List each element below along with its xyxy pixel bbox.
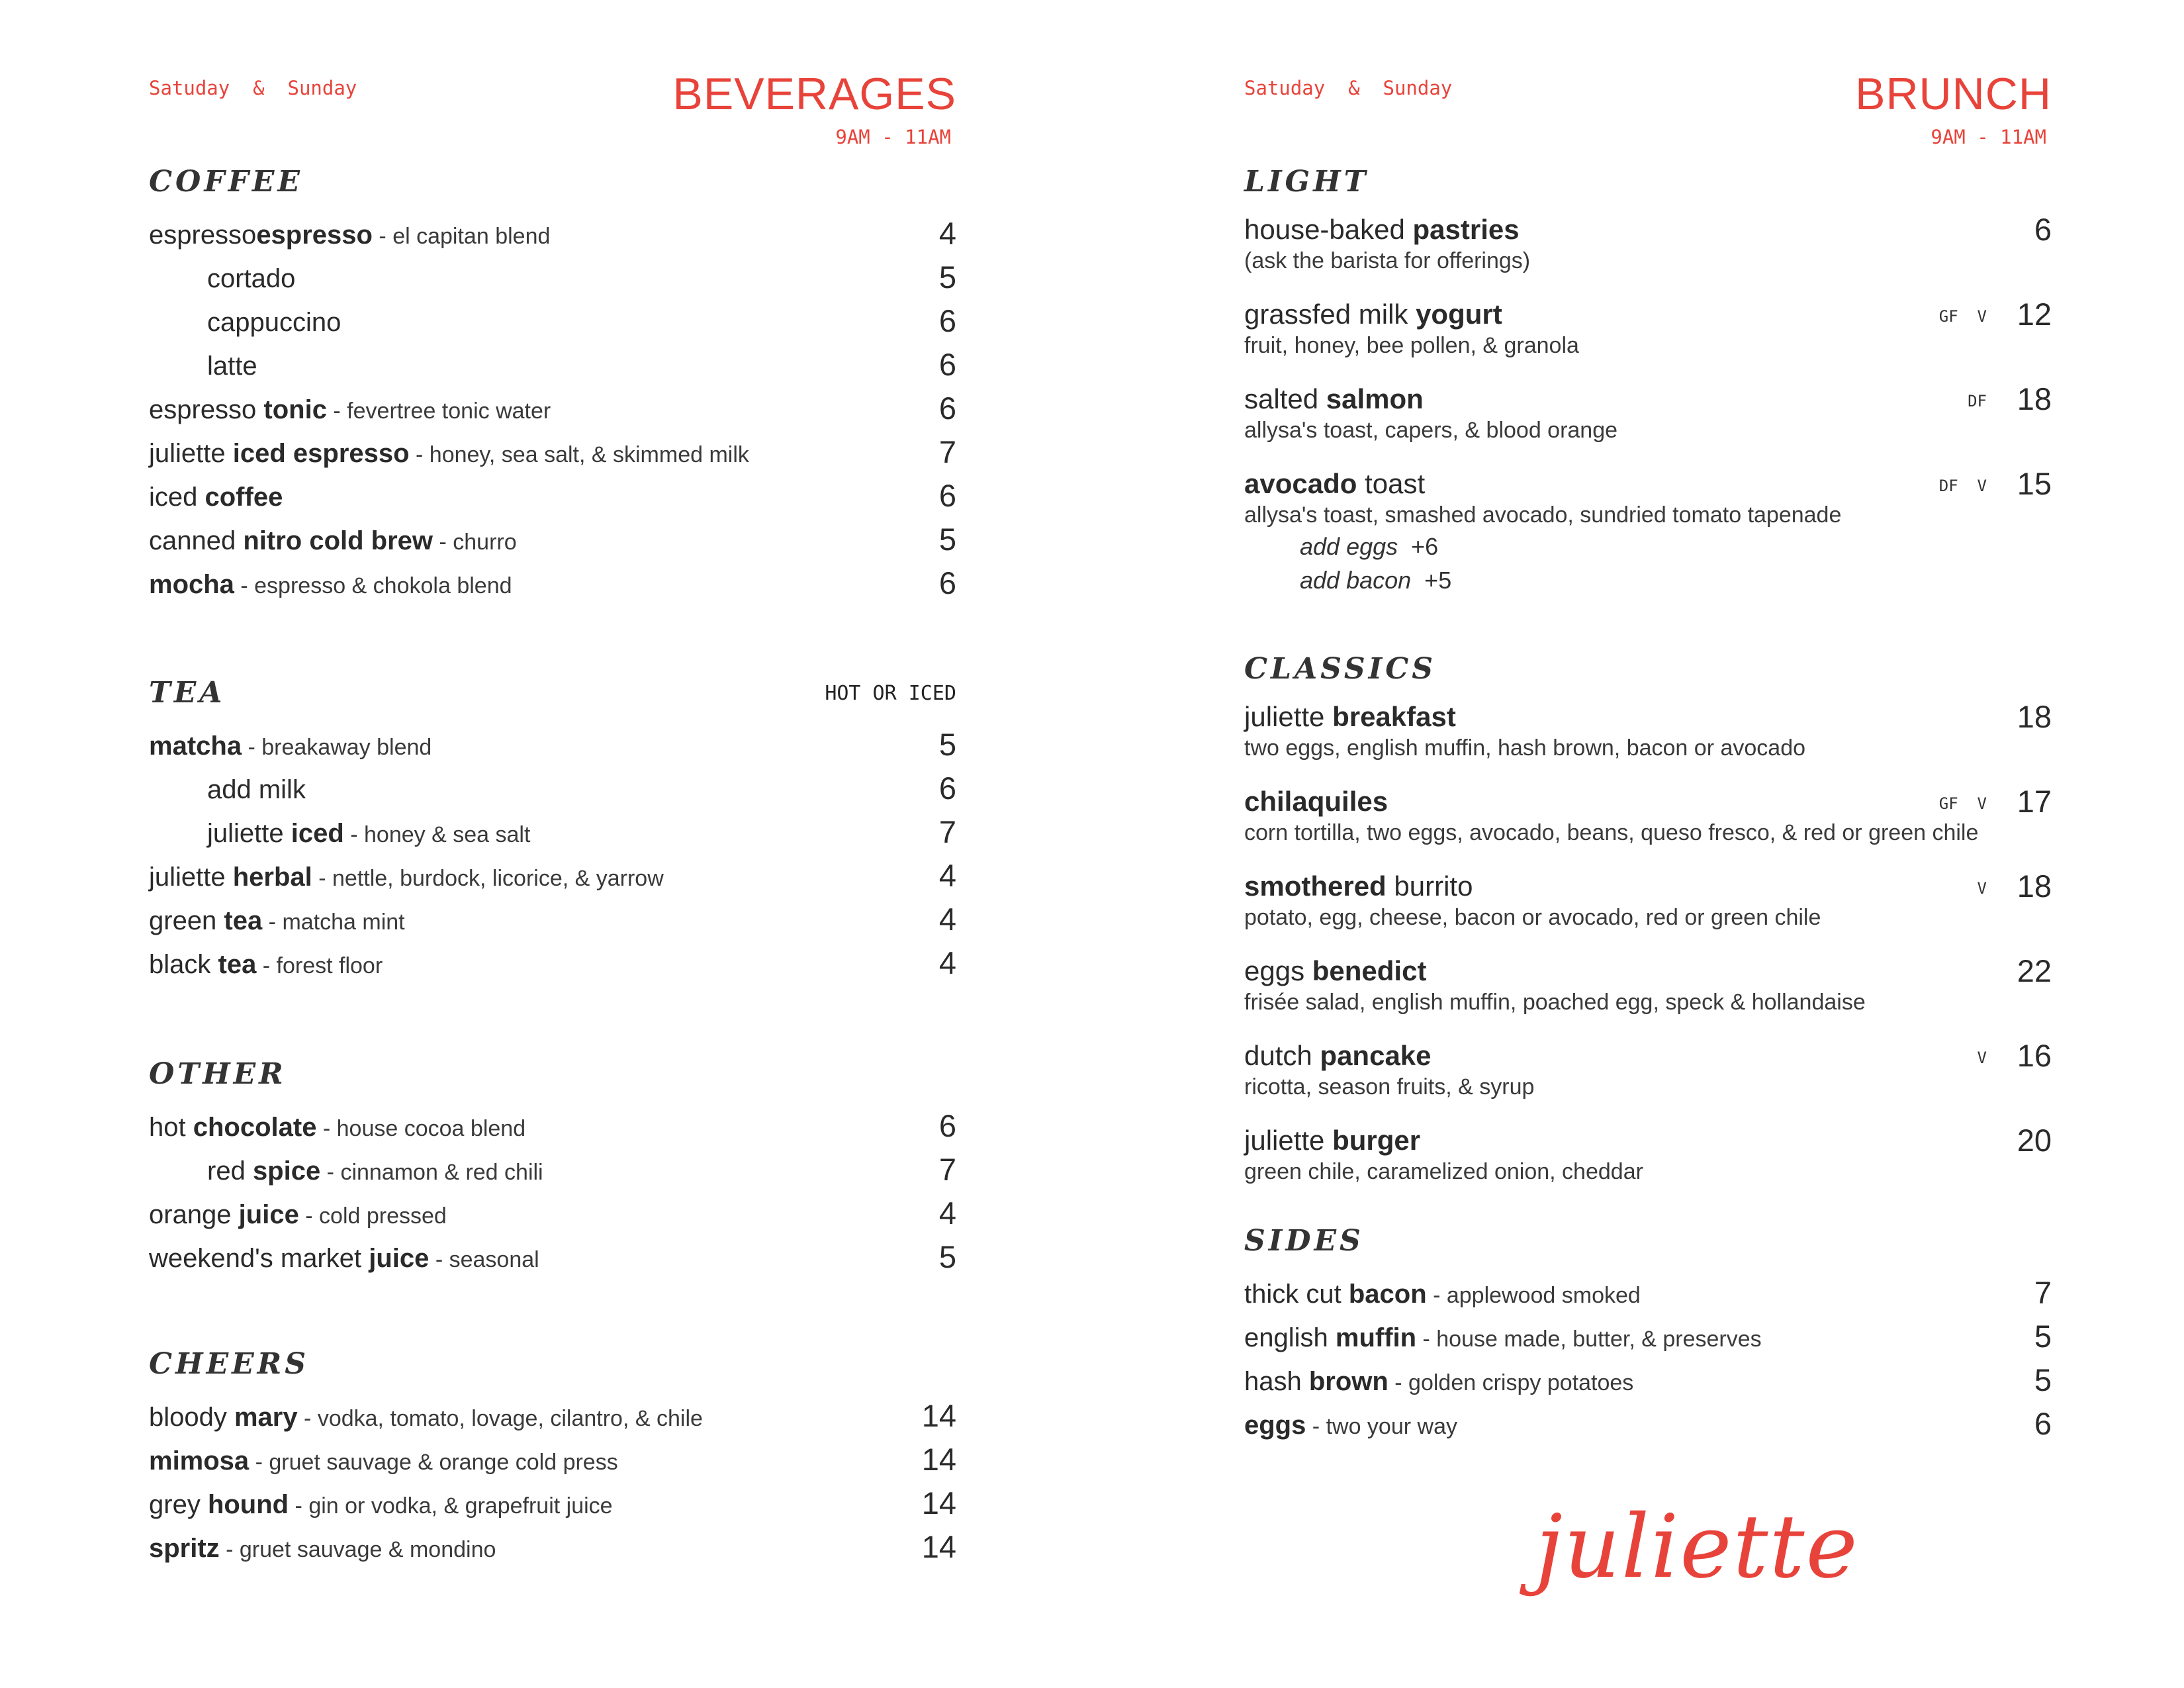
item-name-bold: hound	[207, 1490, 289, 1519]
item-name-bold: pancake	[1320, 1040, 1432, 1071]
item-name-plain: thick cut	[1244, 1280, 1349, 1309]
other-list	[149, 1105, 956, 1280]
item-name	[149, 863, 664, 892]
item-name-bold: spice	[252, 1156, 321, 1186]
item-description: - honey, sea salt, & skimmed milk	[409, 442, 749, 467]
item-description: - gin or vodka, & grapefruit juice	[289, 1493, 613, 1519]
item-name-bold: tea	[224, 906, 263, 935]
item-price: 20	[2017, 1123, 2052, 1158]
item-name	[149, 395, 551, 425]
item-name-bold: avocado	[1244, 468, 1357, 499]
item-price: 16	[2017, 1038, 2052, 1073]
light-list	[1244, 213, 2052, 597]
item-description: green chile, caramelized onion, cheddar	[1244, 1159, 1643, 1184]
menu-item	[149, 812, 956, 855]
item-name	[1244, 1124, 2052, 1157]
menu-item	[149, 943, 956, 986]
item-description: - matcha mint	[262, 910, 405, 935]
item-name-bold: juice	[369, 1244, 430, 1273]
item-name-plain: green	[149, 906, 224, 935]
item-name-bold: tea	[218, 950, 257, 979]
item-description: - el capitan blend	[372, 224, 551, 249]
item-name-bold: salmon	[1326, 383, 1424, 414]
item-price: 5	[938, 727, 956, 762]
menu-item	[149, 1105, 956, 1149]
item-description: - golden crispy potatoes	[1388, 1370, 1634, 1395]
item-price: 4	[938, 858, 956, 893]
item-name-bold: breakfast	[1332, 701, 1456, 732]
dietary-tags: GF V	[1938, 307, 1987, 326]
item-name	[149, 1244, 539, 1274]
item-name	[149, 220, 550, 250]
item-description: fruit, honey, bee pollen, & granola	[1244, 333, 1579, 358]
item-name	[1244, 1367, 1633, 1397]
tea-note: HOT OR ICED	[825, 682, 956, 705]
item-price: 6	[938, 303, 956, 338]
menu-item	[1244, 870, 2052, 932]
item-name-plain: salted	[1244, 383, 1326, 414]
item-name-plain: espresso	[149, 395, 264, 424]
item-price: 18	[2017, 868, 2052, 904]
menu-item	[149, 1439, 956, 1483]
item-name-bold: nitro cold brew	[243, 526, 433, 555]
item-name-bold: tonic	[263, 395, 327, 424]
item-name-bold: burger	[1332, 1125, 1421, 1156]
section-title: CHEERS	[149, 1347, 310, 1381]
cheers-list	[149, 1395, 956, 1570]
item-name	[149, 526, 517, 556]
item-name	[1244, 213, 2052, 246]
item-name-plain: hot	[149, 1113, 193, 1142]
item-name-bold: spritz	[149, 1534, 220, 1563]
item-name	[149, 950, 383, 980]
item-name-bold: benedict	[1312, 955, 1427, 986]
item-description: allysa's toast, capers, & blood orange	[1244, 418, 1618, 443]
item-description: - cold pressed	[298, 1203, 447, 1229]
menu-item	[1244, 1403, 2052, 1447]
item-name-plain: orange	[149, 1200, 239, 1229]
item-description: - house made, butter, & preserves	[1416, 1327, 1762, 1352]
item-price: 14	[921, 1442, 956, 1477]
beverages-title: BEVERAGES	[672, 69, 956, 119]
brunch-title: BRUNCH	[1855, 69, 2052, 119]
sides-list	[1244, 1272, 2052, 1447]
item-name-bold: pastries	[1412, 214, 1520, 245]
item-name-plain: add milk	[207, 775, 306, 804]
menu-item	[149, 257, 956, 301]
menu-item	[1244, 1272, 2052, 1316]
brunch-page	[1244, 0, 2052, 1688]
item-price: 18	[2017, 381, 2052, 416]
item-name-plain: black	[149, 950, 218, 979]
item-name	[1244, 700, 2052, 733]
item-name-plain: cortado	[207, 264, 296, 293]
item-price: 22	[2017, 953, 2052, 988]
light-section	[1244, 159, 2052, 620]
item-name-bold: coffee	[205, 483, 283, 512]
item-description: - breakaway blend	[242, 735, 432, 760]
item-name-plain: grey	[149, 1490, 208, 1519]
cheers-section	[149, 1341, 956, 1570]
item-name-bold: juice	[238, 1200, 299, 1229]
item-name-plain: bloody	[149, 1403, 234, 1432]
menu-item	[149, 768, 956, 812]
item-name-bold: chilaquiles	[1244, 786, 1388, 817]
item-name	[1244, 1323, 1762, 1353]
item-description: corn tortilla, two eggs, avocado, beans, queso fresco, & red or green chile	[1244, 820, 1979, 845]
item-description: - seasonal	[429, 1247, 539, 1272]
item-price: 5	[2034, 1319, 2052, 1354]
item-price: 12	[2017, 297, 2052, 332]
sides-section	[1244, 1218, 2052, 1447]
item-price: 6	[938, 478, 956, 513]
item-addon	[1300, 563, 2052, 597]
section-title: LIGHT	[1244, 165, 1369, 199]
item-price: 6	[938, 391, 956, 426]
menu-item	[149, 1483, 956, 1526]
menu-item	[1244, 1039, 2052, 1102]
menu-item	[1244, 955, 2052, 1017]
item-name-bold: muffin	[1335, 1323, 1417, 1352]
tea-section	[149, 670, 956, 986]
item-name	[207, 1156, 543, 1186]
item-description: ricotta, season fruits, & syrup	[1244, 1074, 1535, 1100]
item-price: 6	[938, 1108, 956, 1143]
item-name	[1244, 383, 2052, 416]
item-description: allysa's toast, smashed avocado, sundried tomato tapenade	[1244, 502, 1842, 528]
menu-item	[149, 855, 956, 899]
other-section	[149, 1051, 956, 1280]
item-description: - vodka, tomato, lovage, cilantro, & chile	[297, 1406, 703, 1431]
item-name-plain: juliette	[149, 439, 233, 468]
section-title: COFFEE	[149, 165, 303, 199]
menu-item	[149, 301, 956, 344]
item-price: 5	[938, 522, 956, 557]
coffee-section	[149, 159, 956, 606]
item-price: 14	[921, 1485, 956, 1521]
item-name	[207, 352, 257, 381]
item-name-plain: grassfed milk	[1244, 299, 1416, 330]
item-price: 4	[938, 945, 956, 980]
section-title: OTHER	[149, 1057, 287, 1091]
item-price: 6	[2034, 1406, 2052, 1441]
item-name-plain: burrito	[1386, 870, 1473, 902]
item-name	[1244, 1280, 1641, 1309]
menu-item	[1244, 1124, 2052, 1186]
item-name-plain: juliette	[207, 819, 291, 848]
item-name	[1244, 785, 2052, 818]
item-name-bold: espresso	[256, 220, 373, 250]
item-addon	[1300, 530, 2052, 563]
item-name	[149, 1446, 618, 1476]
menu-item	[1244, 213, 2052, 275]
item-price: 6	[2034, 212, 2052, 247]
addon-price: +5	[1424, 567, 1452, 594]
item-name	[149, 731, 432, 761]
item-name-plain: eggs	[1244, 955, 1312, 986]
section-title: CLASSICS	[1244, 652, 1437, 686]
menu-item	[149, 1149, 956, 1193]
item-price: 6	[938, 771, 956, 806]
item-name-bold: brown	[1308, 1367, 1388, 1396]
item-name-bold: smothered	[1244, 870, 1387, 902]
tea-list	[149, 724, 956, 986]
item-name-bold: mimosa	[149, 1446, 250, 1476]
item-description: potato, egg, cheese, bacon or avocado, red or green chile	[1244, 905, 1821, 930]
item-name	[149, 906, 405, 936]
item-name-plain: juliette	[1244, 1125, 1333, 1156]
item-price: 7	[938, 814, 956, 849]
item-name-plain: toast	[1357, 468, 1426, 499]
item-name-bold: bacon	[1348, 1280, 1427, 1309]
item-name-bold: mary	[234, 1403, 298, 1432]
item-price: 14	[921, 1529, 956, 1564]
section-title: SIDES	[1244, 1224, 1364, 1258]
item-name	[149, 439, 749, 469]
item-price: 14	[921, 1398, 956, 1433]
item-price: 4	[938, 902, 956, 937]
menu-item	[1244, 298, 2052, 360]
item-name-bold: matcha	[149, 731, 242, 761]
item-name-plain: juliette	[1244, 701, 1333, 732]
item-description: - cinnamon & red chili	[320, 1160, 543, 1185]
item-name	[149, 1113, 525, 1143]
beverages-page	[149, 0, 956, 1688]
item-name-plain: latte	[207, 352, 257, 381]
menu-item	[149, 344, 956, 388]
item-name	[149, 483, 283, 512]
item-price: 6	[938, 347, 956, 382]
item-name-bold: yogurt	[1416, 299, 1502, 330]
item-name-plain: juliette	[149, 863, 233, 892]
item-description: - fevertree tonic water	[326, 399, 551, 424]
item-price: 7	[938, 1152, 956, 1187]
item-name-bold: iced	[291, 819, 344, 848]
item-name-plain: espresso	[149, 220, 257, 250]
brunch-hours: 9AM - 11AM	[1931, 126, 2046, 148]
item-description: - two your way	[1306, 1414, 1457, 1439]
item-description: frisée salad, english muffin, poached egg, speck & hollandaise	[1244, 990, 1866, 1015]
item-name	[1244, 1411, 1457, 1440]
item-price: 5	[938, 259, 956, 295]
menu-item	[1244, 1316, 2052, 1360]
dietary-tags: V	[1977, 1049, 1987, 1067]
item-price: 6	[938, 565, 956, 600]
item-name-plain: hash	[1244, 1367, 1309, 1396]
item-price: 4	[938, 1196, 956, 1231]
item-description: - nettle, burdock, licorice, & yarrow	[312, 866, 664, 891]
item-description: - churro	[433, 530, 517, 555]
item-price: 17	[2017, 784, 2052, 819]
section-title: TEA	[149, 676, 226, 710]
item-name	[207, 775, 306, 805]
item-name	[1244, 955, 2052, 988]
item-price: 4	[938, 216, 956, 251]
dietary-tags: DF	[1968, 392, 1987, 410]
item-price: 5	[2034, 1362, 2052, 1397]
item-name-plain: english	[1244, 1323, 1336, 1352]
menu-item	[149, 1526, 956, 1570]
item-description: - forest floor	[256, 953, 383, 978]
menu-item	[149, 213, 956, 257]
item-price: 18	[2017, 699, 2052, 734]
item-name-plain: red	[207, 1156, 253, 1186]
item-price: 7	[938, 434, 956, 469]
menu-item	[149, 1193, 956, 1237]
addon-label: add eggs	[1300, 533, 1398, 560]
item-description: - house cocoa blend	[316, 1116, 526, 1141]
item-name-plain: iced	[149, 483, 205, 512]
menu-item	[149, 724, 956, 768]
addon-price: +6	[1411, 533, 1439, 560]
item-name	[149, 1534, 496, 1564]
item-description: two eggs, english muffin, hash brown, bacon or avocado	[1244, 735, 1806, 761]
dietary-tags: V	[1977, 879, 1987, 898]
item-name	[149, 1200, 447, 1230]
item-name	[207, 308, 341, 338]
menu-item	[149, 475, 956, 519]
menu-item	[149, 1237, 956, 1280]
menu-item	[149, 388, 956, 432]
item-name	[149, 1490, 613, 1520]
menu-item	[149, 519, 956, 563]
coffee-list	[149, 213, 956, 606]
dietary-tags: GF V	[1938, 794, 1987, 813]
item-name-bold: eggs	[1244, 1411, 1306, 1440]
item-description: - gruet sauvage & mondino	[219, 1537, 496, 1562]
classics-section	[1244, 646, 2052, 1209]
menu-item	[1244, 467, 2052, 597]
item-name-plain: cappuccino	[207, 308, 341, 337]
item-name-bold: chocolate	[193, 1113, 317, 1142]
item-name-plain: house-baked	[1244, 214, 1413, 245]
item-name-plain: canned	[149, 526, 244, 555]
menu-item	[149, 432, 956, 475]
dietary-tags: DF V	[1938, 477, 1987, 495]
item-name-bold: herbal	[232, 863, 312, 892]
item-price: 7	[2034, 1275, 2052, 1310]
item-name-plain: weekend's market	[149, 1244, 369, 1273]
item-name	[149, 1403, 703, 1432]
menu-item	[149, 1395, 956, 1439]
item-name	[1244, 1039, 2052, 1072]
item-name	[1244, 467, 2052, 500]
item-name	[1244, 298, 2052, 331]
menu-item	[149, 563, 956, 606]
beverages-hours: 9AM - 11AM	[835, 126, 951, 148]
item-name	[207, 264, 295, 294]
brunch-days: Satuday & Sunday	[1244, 77, 1453, 99]
item-name-bold: iced espresso	[232, 439, 410, 468]
juliette-logo: juliette	[1535, 1496, 1859, 1598]
item-price: 5	[938, 1239, 956, 1274]
item-description: - honey & sea salt	[343, 822, 531, 847]
addon-label: add bacon	[1300, 567, 1412, 594]
classics-list	[1244, 700, 2052, 1186]
menu-item	[149, 899, 956, 943]
item-name-bold: mocha	[149, 570, 234, 599]
menu-item	[1244, 1360, 2052, 1403]
menu-item	[1244, 785, 2052, 847]
menu-item	[1244, 383, 2052, 445]
item-name-plain: dutch	[1244, 1040, 1320, 1071]
item-name	[1244, 870, 2052, 903]
item-description: - gruet sauvage & orange cold press	[249, 1450, 618, 1475]
item-name	[149, 570, 512, 600]
item-description: (ask the barista for offerings)	[1244, 248, 1531, 273]
item-name	[207, 819, 530, 849]
item-description: - espresso & chokola blend	[234, 573, 512, 598]
menu-item	[1244, 700, 2052, 763]
item-price: 15	[2017, 466, 2052, 501]
beverages-days: Satuday & Sunday	[149, 77, 357, 99]
item-description: - applewood smoked	[1426, 1283, 1641, 1308]
